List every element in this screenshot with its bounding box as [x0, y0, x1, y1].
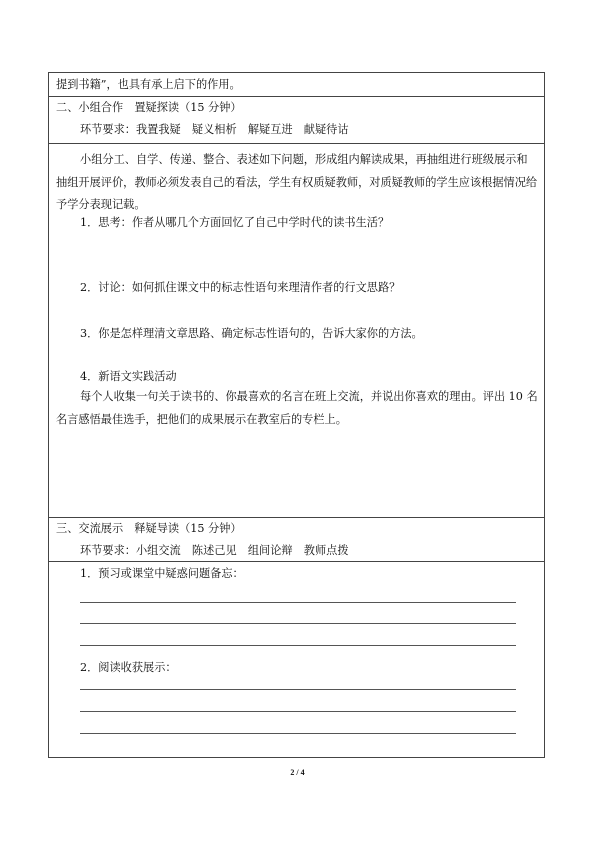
- row-divider: [49, 517, 544, 518]
- section2-intro: 小组分工、自学、传递、整合、表述如下问题，形成组内解读成果，再抽组进行班级展示和抽组开展评价，教师必须发表自己的看法，学生有权质疑教师，对质疑教师的学生应该根据情况给予学分表现记载。: [56, 153, 538, 211]
- answer-line[interactable]: [80, 733, 516, 734]
- question-3: 3．你是怎样理清文章思路、确定标志性语句的，告诉大家你的方法。: [80, 327, 423, 340]
- row-divider: [49, 143, 544, 144]
- question-4-body: 每个人收集一句关于读书的、你最喜欢的名言在班上交流，并说出你喜欢的理由。评出 10 名名言感悟最佳选手，把他们的成果展示在教室后的专栏上。: [56, 390, 538, 426]
- row-divider: [49, 96, 544, 97]
- section3-heading: 三、交流展示 释疑导读（15 分钟）: [56, 522, 242, 535]
- continuation-text: 提到书籍”，也具有承上启下的作用。: [56, 78, 241, 91]
- answer-line[interactable]: [80, 711, 516, 712]
- question-1: 1．思考：作者从哪几个方面回忆了自己中学时代的读书生活？: [80, 216, 390, 229]
- section2-heading: 二、小组合作 置疑探读（15 分钟）: [56, 101, 242, 114]
- row-divider: [49, 561, 544, 562]
- section2-requirements: 环节要求：我置我疑 疑义相析 解疑互进 献疑待诂: [80, 123, 349, 136]
- answer-line[interactable]: [80, 689, 516, 690]
- item-2-label: 2．阅读收获展示：: [80, 661, 177, 674]
- item-1-label: 1．预习或课堂中疑惑问题备忘：: [80, 567, 244, 580]
- question-4-title: 4．新语文实践活动: [80, 370, 177, 383]
- page-number: 2 / 4: [290, 768, 305, 777]
- lesson-table: [48, 72, 545, 758]
- answer-line[interactable]: [80, 602, 516, 603]
- question-2: 2．讨论：如何抓住课文中的标志性语句来理清作者的行文思路？: [80, 281, 401, 294]
- answer-line[interactable]: [80, 645, 516, 646]
- section3-requirements: 环节要求：小组交流 陈述己见 组间论辩 教师点拨: [80, 544, 349, 557]
- answer-line[interactable]: [80, 623, 516, 624]
